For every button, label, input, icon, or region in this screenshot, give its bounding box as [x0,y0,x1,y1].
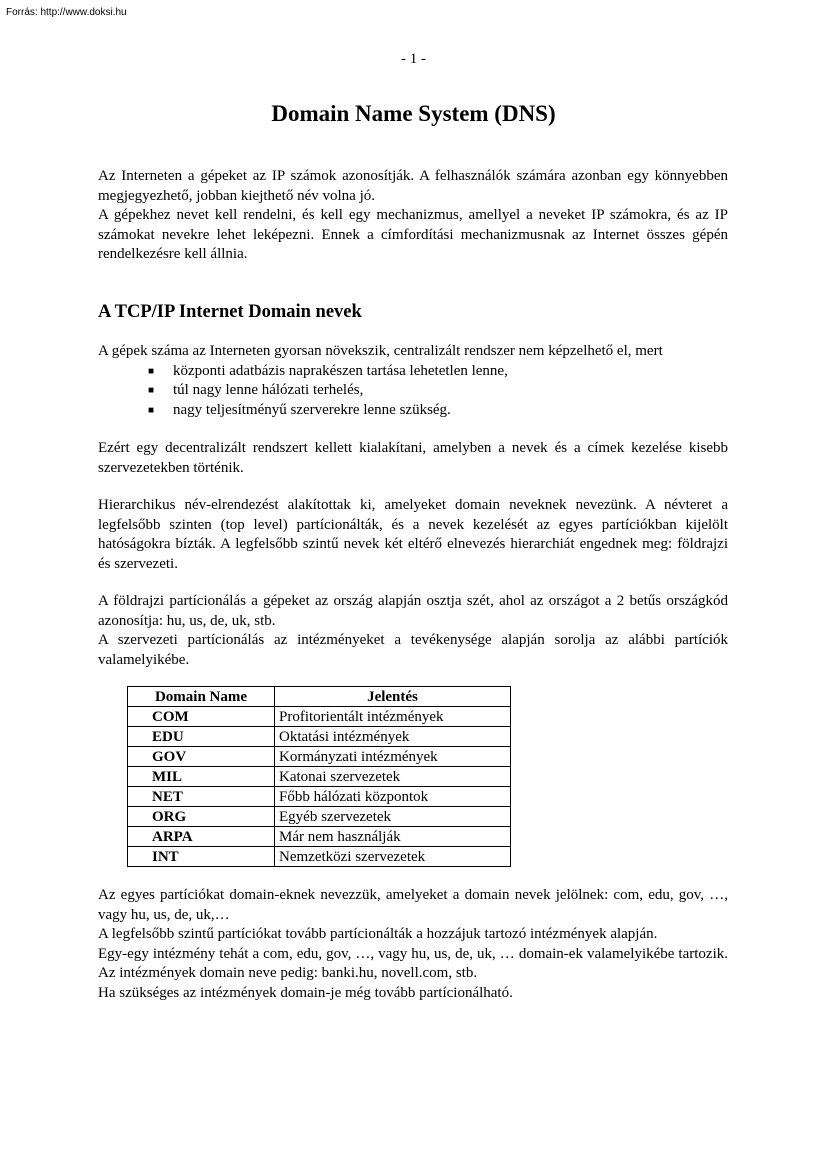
domain-meaning-cell: Már nem használják [275,827,511,847]
reason-list [98,362,728,421]
square-bullet-icon: ■ [147,385,155,396]
table-row [128,767,511,787]
table-row [128,707,511,727]
domain-table [127,686,511,867]
list-item [98,381,728,401]
domain-code-cell: INT [128,847,275,867]
intro-block [98,167,728,265]
domain-code-cell: EDU [128,727,275,747]
list-item-text: túl nagy lenne hálózati terhelés, [173,382,364,398]
geo-paragraph-1: A földrajzi partícionálás a gépeket az ország alapján osztja szét, ahol az országot a 2 betűs országkód azonosítja: hu, us, de, uk, stb. [98,593,728,629]
table-row [128,807,511,827]
growth-intro: A gépek száma az Interneten gyorsan növekszik, centralizált rendszer nem képzelhető el, mert [98,343,663,359]
section-heading: A TCP/IP Internet Domain nevek [98,302,362,322]
decentral-paragraph: Ezért egy decentralizált rendszert kellett kialakítani, amelyben a nevek és a címek kezelése kisebb szervezetekben történik. [98,440,728,476]
intro-paragraph-2: A gépekhez nevet kell rendelni, és kell egy mechanizmus, amellyel a neveket IP számokra, és az IP számokat nevekre lehet leképezni. Ennek a címfordítási mechanizmusnak az Internet összes gépén rendelkezésre kell állnia. [98,207,728,262]
domain-meaning-cell: Főbb hálózati központok [275,787,511,807]
domain-meaning-cell: Kormányzati intézmények [275,747,511,767]
hierarchy-block [98,496,728,574]
domain-code-cell: MIL [128,767,275,787]
domain-code-cell: ORG [128,807,275,827]
domain-meaning-cell: Katonai szervezetek [275,767,511,787]
closing-block [98,886,728,1003]
domain-meaning-cell: Nemzetközi szervezetek [275,847,511,867]
list-item [98,362,728,382]
list-item-text: nagy teljesítményű szerverekre lenne szükség. [173,401,451,418]
column-header: Domain Name [128,687,275,707]
square-bullet-icon: ■ [147,365,155,377]
domain-meaning-cell: Egyéb szervezetek [275,807,511,827]
geo-block [98,592,728,670]
table-row [128,747,511,767]
domain-code-cell: ARPA [128,827,275,847]
geo-paragraph-2: A szervezeti partícionálás az intézményeket a tevékenysége alapján sorolja az alábbi partíciók valamelyikébe. [98,632,728,668]
table-row [128,787,511,807]
decentral-block [98,439,728,478]
hierarchy-paragraph: Hierarchikus név-elrendezést alakítottak ki, amelyeket domain neveknek nevezünk. A névteret a legfelsőbb szinten (top level) partícionálták, és a nevek kezelését az egyes partíciókban kijelölt hatóságokra bízták. A legfelsőbb szintű nevek két eltérő elnevezés hierarchiát engednek meg: földrajzi és szervezeti. [98,497,728,572]
table-row [128,727,511,747]
closing-paragraph-4: Ha szükséges az intézmények domain-je még tovább partícionálható. [98,984,513,1001]
square-bullet-icon: ■ [147,404,155,416]
domain-code-cell: COM [128,707,275,727]
domain-meaning-cell: Profitorientált intézmények [275,707,511,727]
closing-paragraph-3: Egy-egy intézmény tehát a com, edu, gov, …, vagy hu, us, de, uk, … domain-ek valamelyikébe tartozik. Az intézmények domain neve pedig: banki.hu, novell.com, stb. [98,945,728,981]
closing-paragraph-2: A legfelsőbb szintű partíciókat tovább partícionálták a hozzájuk tartozó intézmények alapján. [98,926,658,942]
table-row [128,847,511,867]
list-item-text: központi adatbázis naprakészen tartása lehetetlen lenne, [173,362,508,379]
growth-block [98,342,728,420]
closing-paragraph-1: Az egyes partíciókat domain-eknek nevezzük, amelyeket a domain nevek jelölnek: com, edu, gov, …, vagy hu, us, de, uk,… [98,887,728,923]
domain-code-cell: NET [128,787,275,807]
page-number: - 1 - [401,51,426,67]
intro-paragraph-1: Az Interneten a gépeket az IP számok azonosítják. A felhasználók számára azonban egy könnyebben megjegyezhető, jobban kiejthető név volna jó. [98,168,728,204]
domain-meaning-cell: Oktatási intézmények [275,727,511,747]
page-title: Domain Name System (DNS) [271,101,556,126]
source-label: Forrás: http://www.doksi.hu [6,7,127,18]
table-row [128,827,511,847]
list-item [98,401,728,421]
domain-code-cell: GOV [128,747,275,767]
table-header-row [128,687,511,707]
column-header: Jelentés [275,687,511,707]
